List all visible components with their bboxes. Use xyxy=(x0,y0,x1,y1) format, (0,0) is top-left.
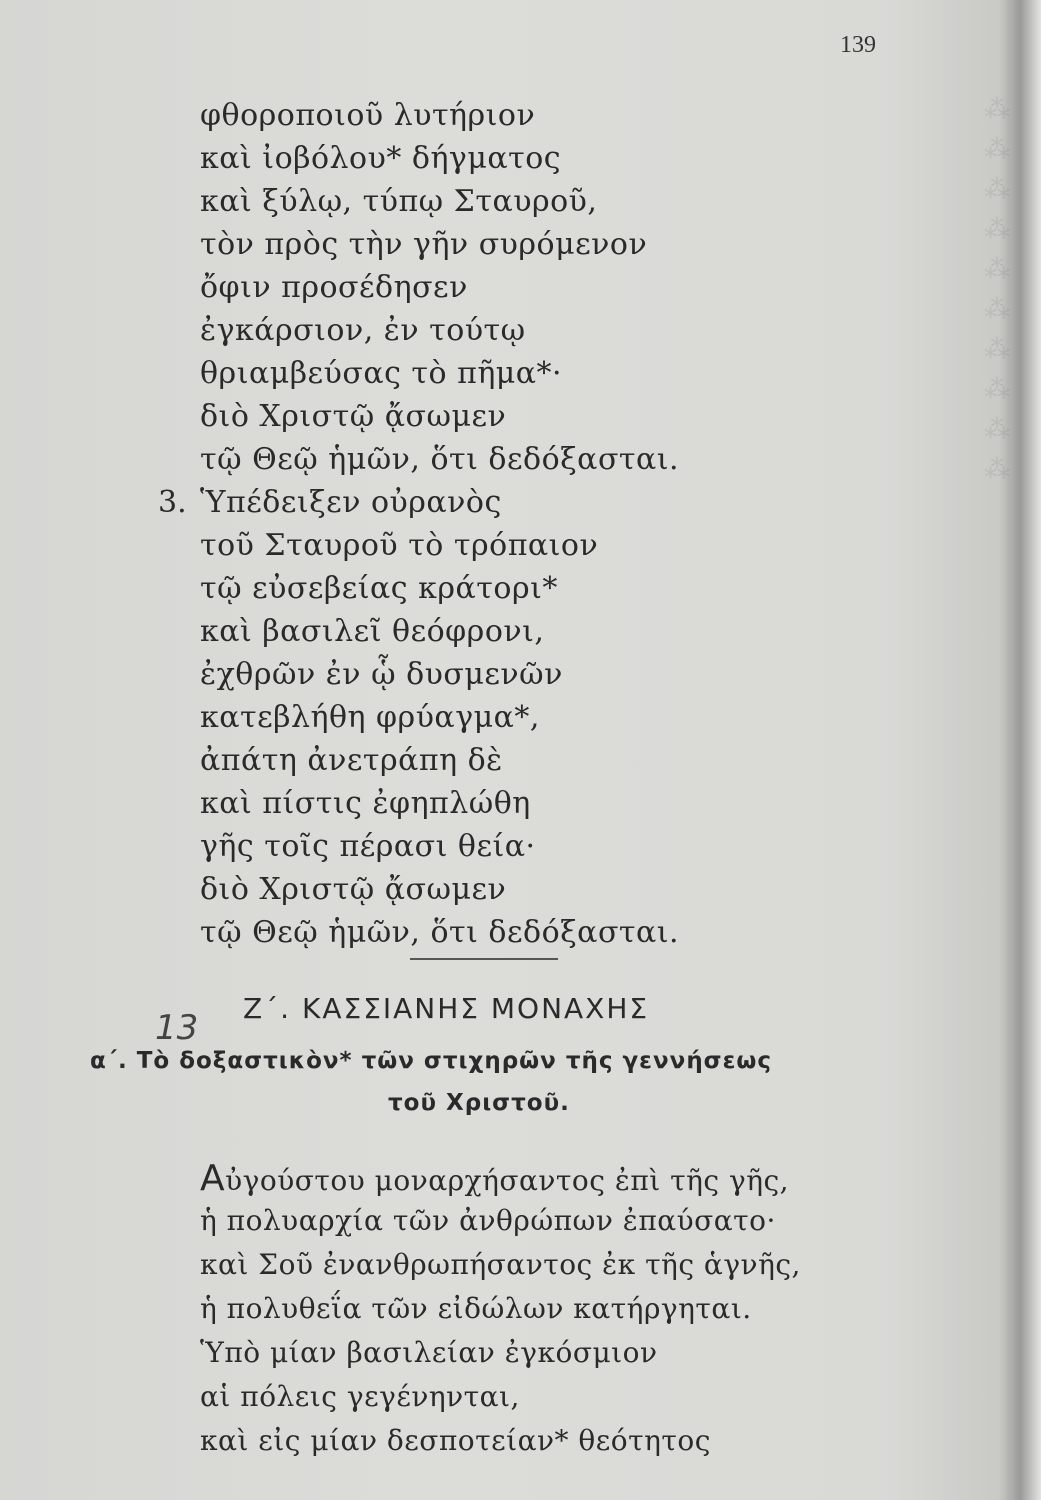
prose-line: ἡ πολυαρχία τῶν ἀνθρώπων ἐπαύσατο· xyxy=(200,1204,776,1237)
verse-line: ἐγκάρσιον, ἐν τούτῳ xyxy=(200,313,526,348)
verse-line: φθοροποιοῦ λυτήριον xyxy=(200,98,536,133)
drop-cap: Α xyxy=(200,1158,226,1199)
verse-line: ἐχθρῶν ἐν ᾧ δυσμενῶν xyxy=(200,657,563,692)
verse-line: καὶ ἰοβόλου* δήγματος xyxy=(200,141,562,176)
page-number: 139 xyxy=(840,32,876,58)
verse-line: καὶ ξύλῳ, τύπῳ Σταυροῦ, xyxy=(200,184,598,219)
verse-line: ἀπάτη ἀνετράπη δὲ xyxy=(200,743,503,778)
prose-line: καὶ Σοῦ ἐνανθρωπήσαντος ἐκ τῆς ἁγνῆς, xyxy=(200,1248,801,1281)
prose-line: αἱ πόλεις γεγένηνται, xyxy=(200,1380,520,1413)
verse-line: ὄφιν προσέδησεν xyxy=(200,270,468,305)
handwritten-note: 13 xyxy=(155,1008,199,1048)
verse-line: καὶ πίστις ἐφηπλώθη xyxy=(200,786,531,821)
verse-line: κατεβλήθη φρύαγμα*, xyxy=(200,700,540,735)
subtitle-line-1: α΄. Τὸ δοξαστικὸν* τῶν στιχηρῶν τῆς γεννήσεως xyxy=(90,1048,773,1074)
verse-line: τῷ Θεῷ ἡμῶν, ὅτι δεδόξασται. xyxy=(200,915,680,950)
verse-line: τοῦ Σταυροῦ τὸ τρόπαιον xyxy=(200,528,599,563)
section-title: Ζ΄. ΚΑΣΣΙΑΝΗΣ ΜΟΝΑΧΗΣ xyxy=(243,992,650,1025)
verse-line: διὸ Χριστῷ ᾄσωμεν xyxy=(200,872,507,907)
subtitle-line-2: τοῦ Χριστοῦ. xyxy=(388,1090,570,1116)
verse-line: διὸ Χριστῷ ᾄσωμεν xyxy=(200,399,507,434)
prose-line: καὶ εἰς μίαν δεσποτείαν* θεότητος xyxy=(200,1424,711,1457)
prose-first-line xyxy=(200,1158,789,1199)
verse-line: τὸν πρὸς τὴν γῆν συρόμενον xyxy=(200,227,648,262)
prose-line: ἡ πολυθεΐα τῶν εἰδώλων κατήργηται. xyxy=(200,1292,752,1325)
verse-line: τῷ Θεῷ ἡμῶν, ὅτι δεδόξασται. xyxy=(200,442,680,477)
verse-line: Ὑπέδειξεν οὐρανὸς xyxy=(200,485,502,520)
stanza-number: 3. xyxy=(158,485,187,520)
verse-line: καὶ βασιλεῖ θεόφρονι, xyxy=(200,614,545,649)
verse-line: γῆς τοῖς πέρασι θεία· xyxy=(200,829,536,864)
section-divider xyxy=(410,958,558,960)
verse-line: θριαμβεύσας τὸ πῆμα*· xyxy=(200,356,563,391)
verse-line: τῷ εὐσεβείας κράτορι* xyxy=(200,571,558,606)
bleed-through-shadow: ⁂ ⁂ ⁂ ⁂ ⁂ ⁂ ⁂ ⁂ ⁂ ⁂ xyxy=(984,95,1010,485)
prose-first-line-text: ὐγούστου μοναρχήσαντος ἐπὶ τῆς γῆς, xyxy=(225,1164,790,1197)
prose-line: Ὑπὸ μίαν βασιλείαν ἐγκόσμιον xyxy=(200,1336,658,1369)
